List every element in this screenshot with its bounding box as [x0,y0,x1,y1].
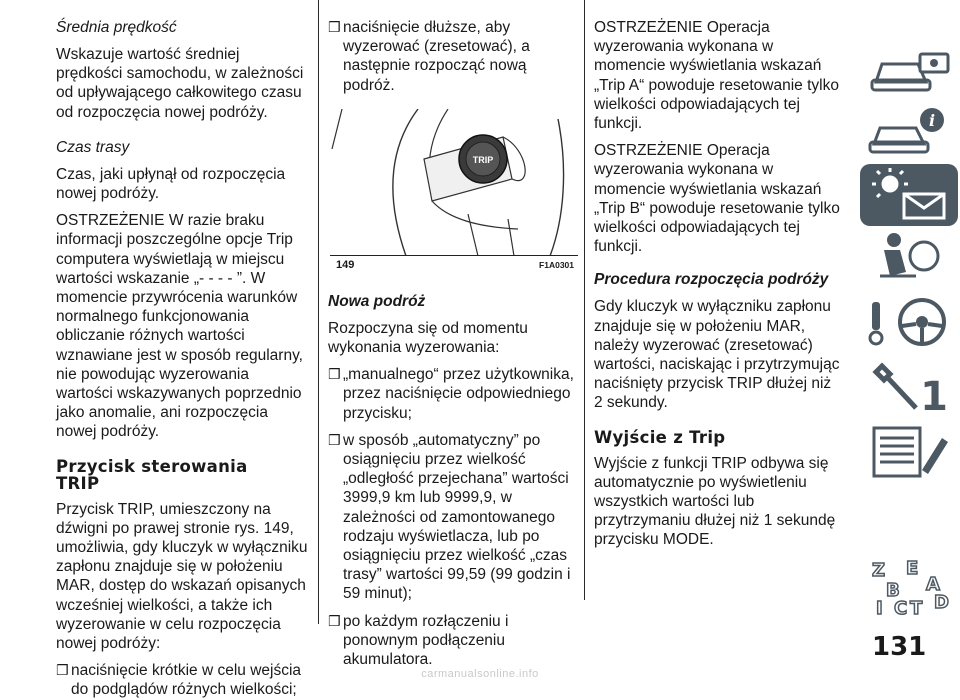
warning-trip-a: OSTRZEŻENIE Operacja wyzerowania wykonana w momencie wyświetlania wskazań „Trip A“ powoduje resetowanie tylko wielkości odpowiadających tej funkcji. [594,19,839,133]
figure-code: F1A0301 [539,259,574,270]
exit-trip-text: Wyjście z funkcji TRIP odbywa się automatycznie po wyświetleniu wszystkich wartości lub przytrzymaniu dłużej niż 1 sekundę przycisku MODE. [594,454,836,549]
start-procedure-text: Gdy kluczyk w wyłączniku zapłonu znajduje się w położeniu MAR, należy wyzerować (zresetować) wartości, naciskając i przytrzymując naciśnięty przycisk TRIP dłużej niż 2 sekundy. [594,298,840,412]
bullet-long-press [328,18,578,95]
warning-no-info: OSTRZEŻENIE W razie braku informacji poszczególne opcje Trip computera wyświetlają w miejscu wartości wskazanie „- - - - ”. W momencie przywrócenia warunków normalnego funkcjonowania obliczanie różnych wartości wznawiane jest w sposób regularny, nie powodując wyzerowania wartości wskazywanych poprzednio jako anomalie, ani rozpoczęcia nowej podróży. [56,212,303,441]
trip-button-heading [56,458,310,492]
warning-light-message-icon [860,164,958,226]
tab-dashboard[interactable] [860,40,958,102]
bullet-glyph: ❒ [56,662,69,679]
trip-time-heading: Czas trasy [56,138,130,156]
trip-button-heading-line2: TRIP [56,473,100,493]
avg-speed-heading: Średnia prędkość [56,19,177,36]
bullet-manual-text: „manualnego“ przez użytkownika, przez naciśnięcie odpowiedniego przycisku; [343,366,574,422]
tab-emergency[interactable] [860,356,958,418]
bullet-short-press-text: naciśnięcie krótkie w celu wejścia do podglądów różnych wielkości; [71,662,302,699]
svg-text:E: E [906,558,919,579]
bullet-glyph: ❒ [328,612,341,629]
svg-text:I: I [876,598,883,618]
car-dashboard-icon [860,40,958,102]
bullet-long-press-text: naciśnięcie dłuższe, aby wyzerować (zresetować), a następnie rozpocząć nową podróż. [343,19,530,94]
trip-button-text: Przycisk TRIP, umieszczony na dźwigni po prawej stronie rys. 149, umożliwia, gdy kluczyk w wyłączniku zapłonu znajduje się w położeniu MAR, dostęp do wskazań opisanych wcześniej wielkości, a także ich wyzerowanie w celu rozpoczęcia nowej podróży: [56,500,308,653]
warning-trip-b: OSTRZEŻENIE Operacja wyzerowania wykonana w momencie wyświetlania wskazań „Trip B“ powoduje resetowanie tylko wielkości odpowiadających tej funkcji. [594,142,840,256]
airbag-safety-icon [860,226,958,288]
bullet-glyph: ❒ [328,366,341,383]
watermark: carmanualsonline.info [421,668,539,680]
start-procedure-heading: Procedura rozpoczęcia podróży [594,271,829,289]
svg-text:A: A [926,574,940,595]
avg-speed-text: Wskazuje wartość średniej prędkości samochodu, w zależności od upływającego całkowitego czasu od rozpoczęcia nowej podróży. [56,46,304,121]
figure-number: 149 [336,258,355,271]
tab-warning-lights[interactable] [860,164,958,226]
figure-trip-lever [328,109,578,274]
column-1 [56,0,310,700]
new-trip-heading: Nowa podróż [328,292,426,310]
trip-button-label: TRIP [472,154,494,165]
exit-trip-heading: Wyjście z Trip [594,427,726,447]
chapter-sidebar [858,0,960,686]
bullet-glyph: ❒ [328,19,341,35]
figure-caption [330,255,578,274]
bullet-automatic-text: w sposób „automatyczny” po osiągnięciu przez wielkość „odległość przejechana” wartości 3999,9 km lub 9999,9, w zależności od zamontowanego rodzaju wyświetlacza, lub po osiągnięciu przez wielkość „czas trasy” wartości 99,59 (99 godzin i 59 minut); [343,431,571,603]
tab-safety[interactable] [860,226,958,288]
bullet-battery [328,612,578,670]
bullet-manual [328,365,578,423]
column-divider-1 [318,0,319,624]
specifications-list-icon [860,420,958,482]
bullet-automatic [328,431,578,604]
tab-index[interactable] [860,556,958,618]
svg-text:T: T [910,598,923,618]
index-letters-icon [860,556,958,618]
tab-starting-driving[interactable] [860,292,958,354]
steering-key-icon [860,292,958,354]
column-3 [594,0,844,550]
page-number: 131 [872,632,927,662]
svg-text:Z: Z [872,560,886,581]
trip-button-heading-line1: Przycisk sterowania [56,456,248,476]
svg-text:B: B [886,580,900,601]
svg-text:C: C [894,598,908,618]
trip-lever-illustration [328,109,578,256]
svg-text:D: D [934,592,949,613]
bullet-battery-text: po każdym rozłączeniu i ponownym podłączeniu akumulatora. [343,612,509,669]
bullet-glyph: ❒ [328,431,341,448]
trip-time-text: Czas, jaki upłynął od rozpoczęcia nowej podróży. [56,165,286,203]
new-trip-text: Rozpoczyna się od momentu wykonania wyzerowania: [328,319,528,357]
svg-text:1: 1 [920,374,948,418]
column-divider-2 [584,0,585,600]
svg-text:i: i [928,111,936,130]
tab-car-info[interactable] [860,100,958,162]
column-2 [328,0,578,669]
wrench-service-icon [860,356,958,418]
car-info-icon [860,100,958,162]
tab-specifications[interactable] [860,420,958,482]
